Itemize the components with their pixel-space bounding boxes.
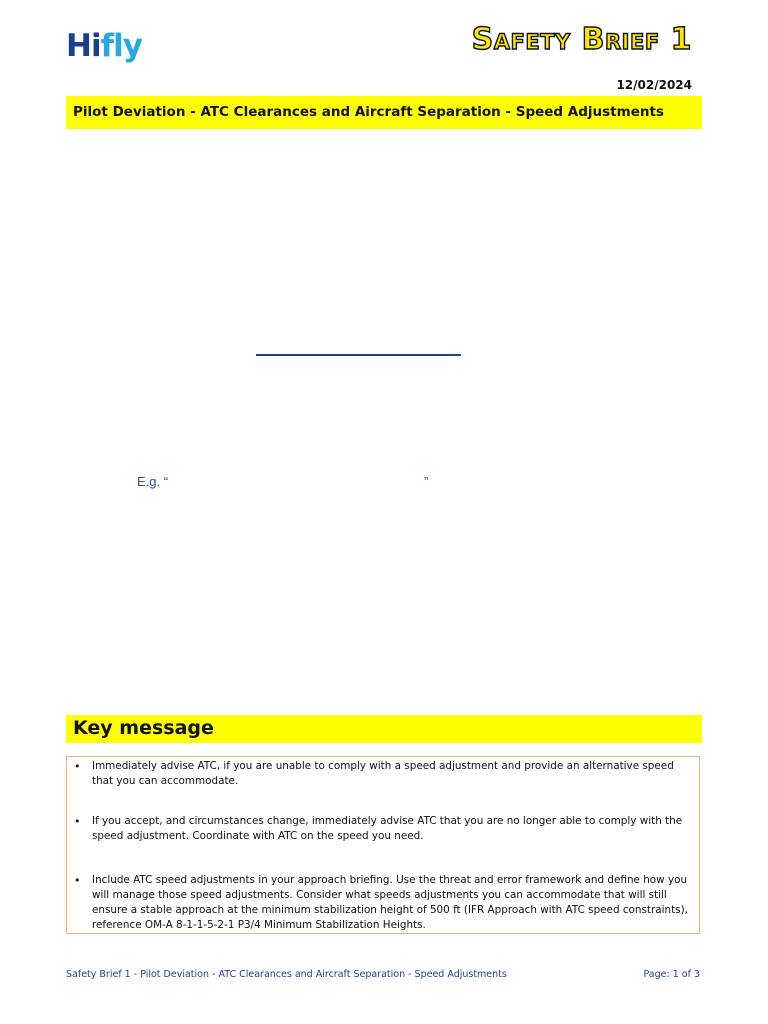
document-title-bar xyxy=(66,96,702,129)
bullet-icon: • xyxy=(74,760,81,773)
hifly-logo xyxy=(66,26,142,66)
logo-part-hi: Hi xyxy=(66,28,101,64)
safety-brief-title: Safety Brief 1 xyxy=(471,22,692,57)
example-quote-open: E.g. “ xyxy=(137,474,169,489)
document-title: Pilot Deviation - ATC Clearances and Aircraft Separation - Speed Adjustments xyxy=(73,104,664,120)
list-item-text: Include ATC speed adjustments in your approach briefing. Use the threat and error framework and define how you will manage those speed adjustments. Consider what speeds adjustments you can accommodate that will still ensure a stable approach at the minimum stabilization height of 500 ft (IFR Approach with ATC speed constraints), reference OM-A 8-1-1-5-2-1 P3/4 Minimum Stabilization Heights. xyxy=(92,874,688,931)
list-item-text: Immediately advise ATC, if you are unable to comply with a speed adjustment and provide an alternative speed that you can accommodate. xyxy=(92,760,674,787)
bullet-icon: • xyxy=(74,874,81,887)
key-message-box xyxy=(66,756,700,934)
footer-page-number: Page: 1 of 3 xyxy=(643,969,700,980)
bullet-icon: • xyxy=(74,815,81,828)
footer-document-title: Safety Brief 1 - Pilot Deviation - ATC Clearances and Aircraft Separation - Speed Adjustments xyxy=(66,969,507,980)
list-item-text: If you accept, and circumstances change, immediately advise ATC that you are no longer able to comply with the speed adjustment. Coordinate with ATC on the speed you need. xyxy=(92,815,683,842)
key-message-heading: Key message xyxy=(73,717,214,739)
example-quote-close: ” xyxy=(424,474,429,489)
hyperlink-underline[interactable] xyxy=(256,354,461,356)
logo-part-fly: fly xyxy=(100,28,142,64)
document-date: 12/02/2024 xyxy=(616,78,692,92)
key-message-bar xyxy=(66,715,702,743)
